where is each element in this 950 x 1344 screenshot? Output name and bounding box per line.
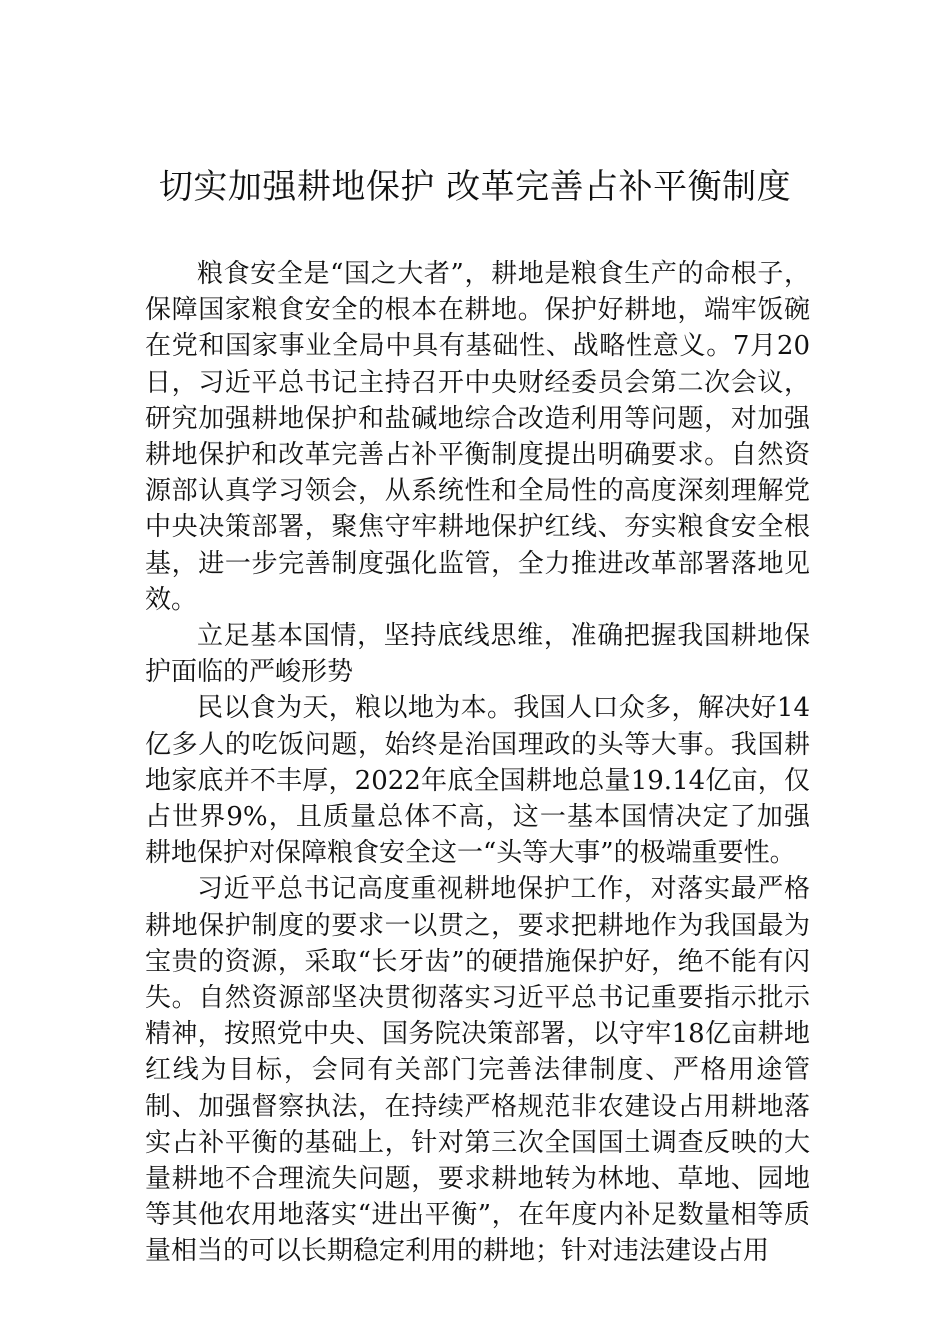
document-body [145, 256, 810, 1270]
document-title: 切实加强耕地保护 改革完善占补平衡制度 [158, 167, 792, 207]
section-heading: 立足基本国情，坚持底线思维，准确把握我国耕地保护面临的严峻形势 [145, 621, 810, 688]
paragraph-protection-measures: 习近平总书记高度重视耕地保护工作，对落实最严格耕地保护制度的要求一以贯之，要求把耕地作为我国最为宝贵的资源，采取“长牙齿”的硬措施保护好，绝不能有闪失。自然资源部坚决贯彻落实习近平总书记重要指示批示精神，按照党中央、国务院决策部署，以守牢18亿亩耕地红线为目标，会同有关部门完善法律制度、严格用途管制、加强督察执法，在持续严格规范非农建设占用耕地落实占补平衡的基础上，针对第三次全国国土调查反映的大量耕地不合理流失问题，要求耕地转为林地、草地、园地等其他农用地落实“进出平衡”，在年度内补足数量相等质量相当的可以长期稳定利用的耕地；针对违法建设占用 [145, 874, 810, 1267]
paragraph-intro: 粮食安全是“国之大者”，耕地是粮食生产的命根子，保障国家粮食安全的根本在耕地。保护好耕地，端牢饭碗在党和国家事业全局中具有基础性、战略性意义。7月20日，习近平总书记主持召开中央财经委员会第二次会议，研究加强耕地保护和盐碱地综合改造利用等问题，对加强耕地保护和改革完善占补平衡制度提出明确要求。自然资源部认真学习领会，从系统性和全局性的高度深刻理解党中央决策部署，聚焦守牢耕地保护红线、夯实粮食安全根基，进一步完善制度强化监管，全力推进改革部署落地见效。 [145, 259, 810, 615]
paragraph-national-conditions: 民以食为天，粮以地为本。我国人口众多，解决好14亿多人的吃饭问题，始终是治国理政的头等大事。我国耕地家底并不丰厚，2022年底全国耕地总量19.14亿亩，仅占世界9%，且质量总体不高，这一基本国情决定了加强耕地保护对保障粮食安全这一“头等大事”的极端重要性。 [145, 693, 810, 869]
